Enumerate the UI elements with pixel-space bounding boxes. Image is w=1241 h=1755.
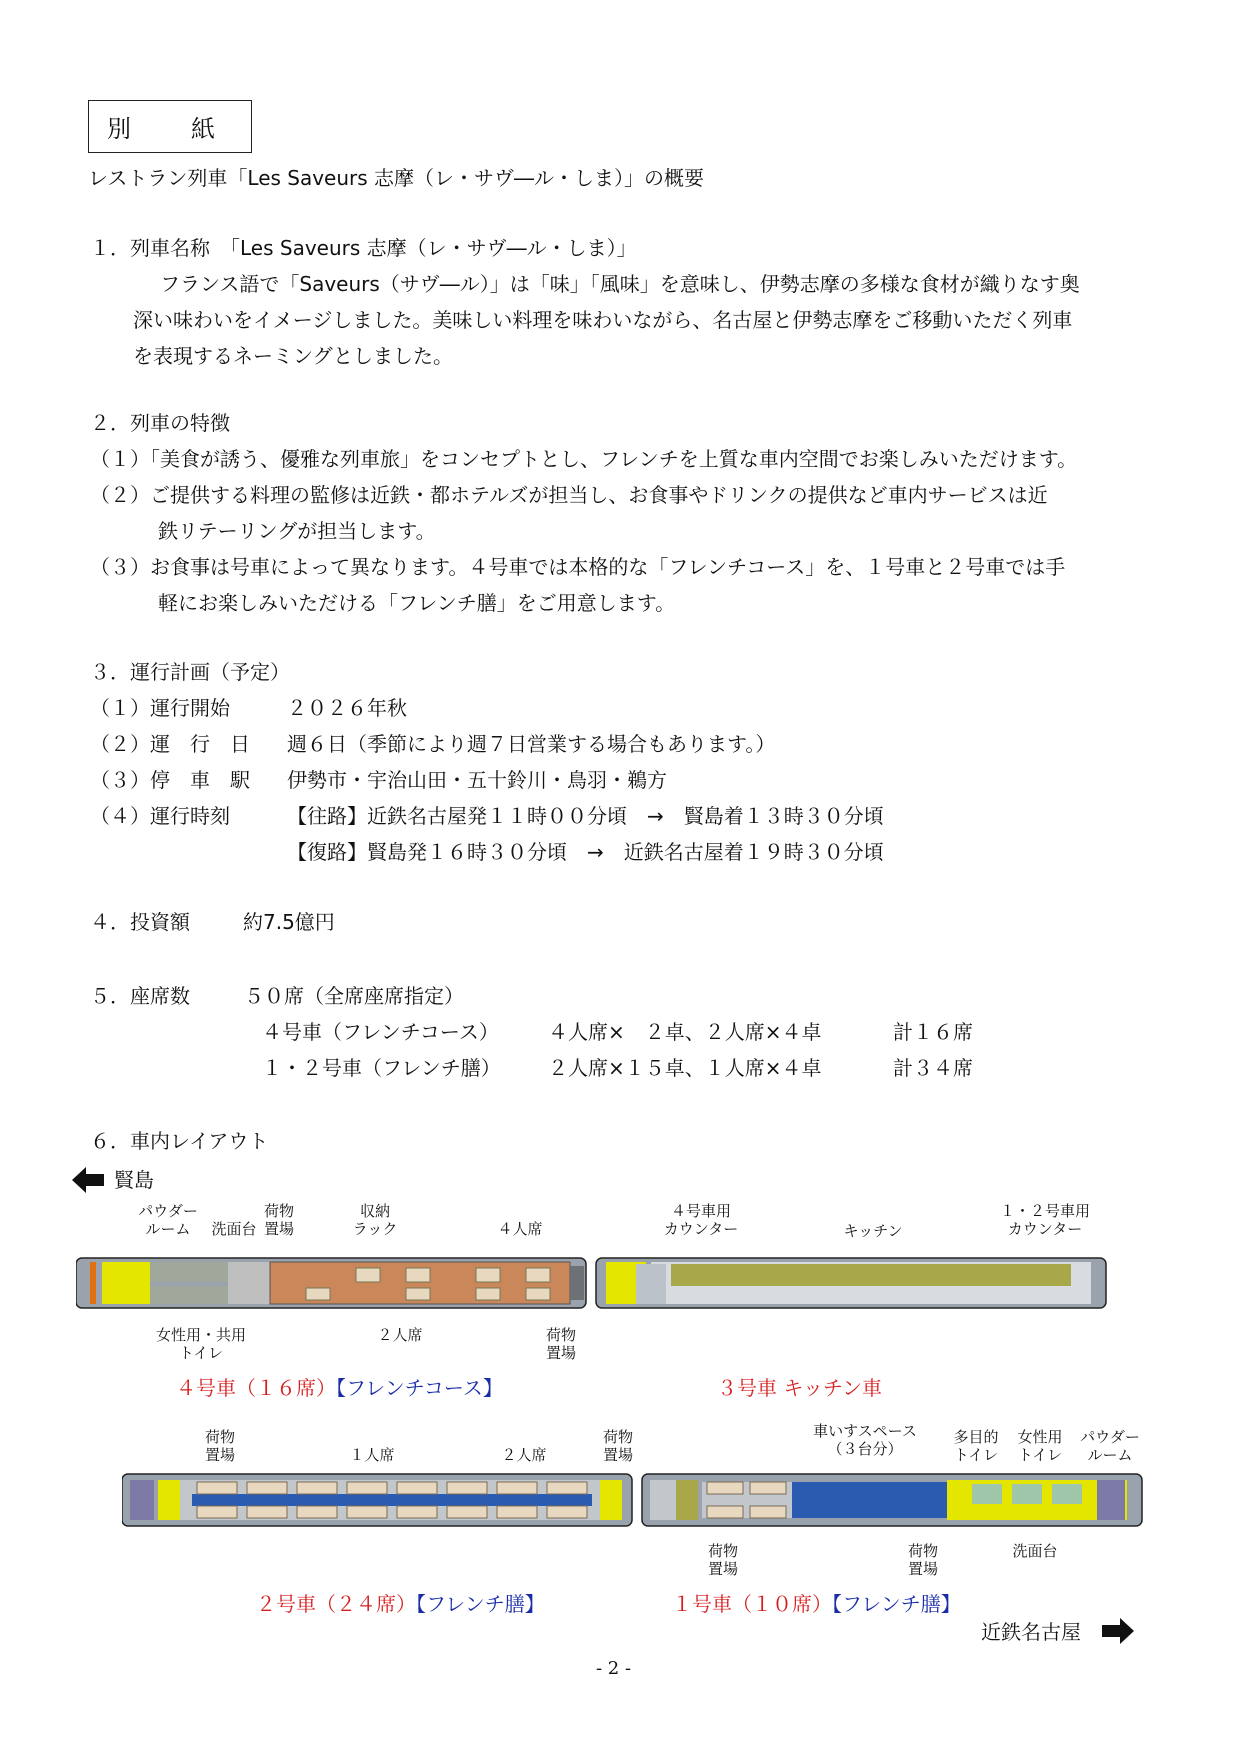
car2-label-1seat: １人席 — [349, 1446, 395, 1464]
s3-r2-label: （２）運 行 日 — [90, 732, 250, 756]
arrow-left-icon — [72, 1167, 104, 1193]
annex-label: 別 紙 — [88, 100, 252, 153]
car3-caption: ３号車 キッチン車 — [717, 1376, 882, 1400]
train-row-upper — [76, 1248, 1116, 1320]
s4-heading: ４．投資額 — [90, 910, 190, 934]
s5-heading: ５．座席数 — [90, 984, 190, 1008]
s3-heading: ３．運行計画（予定） — [90, 660, 290, 684]
s1-heading: １．列車名称 「Les Saveurs 志摩（レ・サヴ―ル・しま）」 — [90, 236, 637, 260]
car1-label-multi-toilet: 多目的 トイレ — [953, 1428, 999, 1464]
document-subtitle: レストラン列車「Les Saveurs 志摩（レ・サヴ―ル・しま）」の概要 — [88, 166, 705, 190]
right-destination: 近鉄名古屋 — [981, 1620, 1081, 1644]
car4-label-luggage-bottom: 荷物 置場 — [545, 1326, 576, 1362]
s3-r4-value2: 【復路】賢島発１６時３０分頃 → 近鉄名古屋着１９時３０分頃 — [287, 840, 884, 864]
s3-r2-value: 週６日（季節により週７日営業する場合もあります。） — [287, 732, 776, 756]
car1-label-wheelchair: 車いすスペース （３台分） — [813, 1422, 917, 1458]
s2-item3-line2: 軽にお楽しみいただける「フレンチ膳」をご用意します。 — [158, 591, 676, 615]
car4-layout — [76, 1258, 586, 1308]
car2-caption: ２号車（２４席）【フレンチ膳】 — [256, 1592, 545, 1616]
s1-body-line2: 深い味わいをイメージしました。美味しい料理を味わいながら、名古屋と伊勢志摩をご移動いただく列車 — [133, 308, 1073, 332]
s3-r1-label: （１）運行開始 — [90, 696, 230, 720]
car1-label-washbasin: 洗面台 — [1012, 1542, 1058, 1560]
s2-item2-line1: （２）ご提供する料理の監修は近鉄・都ホテルズが担当し、お食事やドリンクの提供など車内サービスは近 — [90, 483, 1048, 507]
arrow-right-icon — [1102, 1618, 1134, 1644]
s3-r3-value: 伊勢市・宇治山田・五十鈴川・鳥羽・鵜方 — [287, 768, 667, 792]
car4-caption: ４号車（１６席）【フレンチコース】 — [176, 1376, 503, 1400]
car4-label-2seat: ２人席 — [377, 1326, 423, 1344]
car3-layout — [596, 1258, 1106, 1308]
s5-row2-car: １・２号車（フレンチ膳） — [262, 1056, 501, 1080]
s3-r4-value1: 【往路】近鉄名古屋発１１時００分頃 → 賢島着１３時３０分頃 — [287, 804, 884, 828]
car2-layout — [122, 1474, 632, 1526]
car1-label-luggage-right: 荷物 置場 — [907, 1542, 938, 1578]
train-row-lower — [122, 1466, 1152, 1538]
car1-label-women-toilet: 女性用 トイレ — [1017, 1428, 1063, 1464]
s6-heading: ６．車内レイアウト — [90, 1129, 269, 1153]
s5-row1-total: 計１６席 — [893, 1020, 973, 1044]
car4-label-powder-room: パウダー ルーム — [138, 1202, 198, 1238]
s2-item2-line2: 鉄リテーリングが担当します。 — [158, 519, 436, 543]
s2-heading: ２．列車の特徴 — [90, 411, 230, 435]
car3-label-counter4: ４号車用 カウンター — [663, 1202, 739, 1238]
car4-label-luggage-top: 荷物 置場 — [263, 1202, 294, 1238]
car3-label-counter12: １・２号車用 カウンター — [999, 1202, 1090, 1238]
car2-label-luggage-right: 荷物 置場 — [602, 1428, 633, 1464]
car4-label-toilet: 女性用・共用 トイレ — [155, 1326, 246, 1362]
s1-body-line1: フランス語で「Saveurs（サヴ―ル）」は「味」「風味」を意味し、伊勢志摩の多様な食材が織りなす奥 — [160, 272, 1080, 296]
s4-value: 約7.5億円 — [243, 910, 335, 934]
car3-label-kitchen: キッチン — [843, 1222, 903, 1240]
car2-label-luggage-left: 荷物 置場 — [204, 1428, 235, 1464]
s5-value: ５０席（全席座席指定） — [244, 984, 464, 1008]
s3-r3-label: （３）停 車 駅 — [90, 768, 250, 792]
s5-row2-total: 計３４席 — [893, 1056, 973, 1080]
s5-row1-car: ４号車（フレンチコース） — [262, 1020, 499, 1044]
car4-label-4seat: ４人席 — [497, 1220, 543, 1238]
s3-r4-label: （４）運行時刻 — [90, 804, 230, 828]
car2-label-2seat: ２人席 — [501, 1446, 547, 1464]
s5-row1-seats: ４人席× ２卓、２人席×４卓 — [548, 1020, 822, 1044]
car1-label-powder-room: パウダー ルーム — [1080, 1428, 1140, 1464]
s5-row2-seats: ２人席×１５卓、１人席×４卓 — [548, 1056, 822, 1080]
left-destination: 賢島 — [114, 1168, 154, 1192]
car4-label-rack: 収納 ラック — [352, 1202, 398, 1238]
page-number: - 2 - — [596, 1658, 632, 1679]
s2-item1: （１）「美食が誘う、優雅な列車旅」をコンセプトとし、フレンチを上質な車内空間でお楽しみいただけます。 — [90, 447, 1078, 471]
car1-layout — [642, 1474, 1142, 1526]
s3-r1-value: ２０２６年秋 — [287, 696, 407, 720]
car1-caption: １号車（１０席）【フレンチ膳】 — [672, 1592, 961, 1616]
s1-body-line3: を表現するネーミングとしました。 — [133, 344, 453, 368]
car1-label-luggage-left: 荷物 置場 — [707, 1542, 738, 1578]
s2-item3-line1: （３）お食事は号車によって異なります。４号車では本格的な「フレンチコース」を、１号車と２号車では手 — [90, 555, 1066, 579]
car4-label-washbasin: 洗面台 — [211, 1220, 257, 1238]
